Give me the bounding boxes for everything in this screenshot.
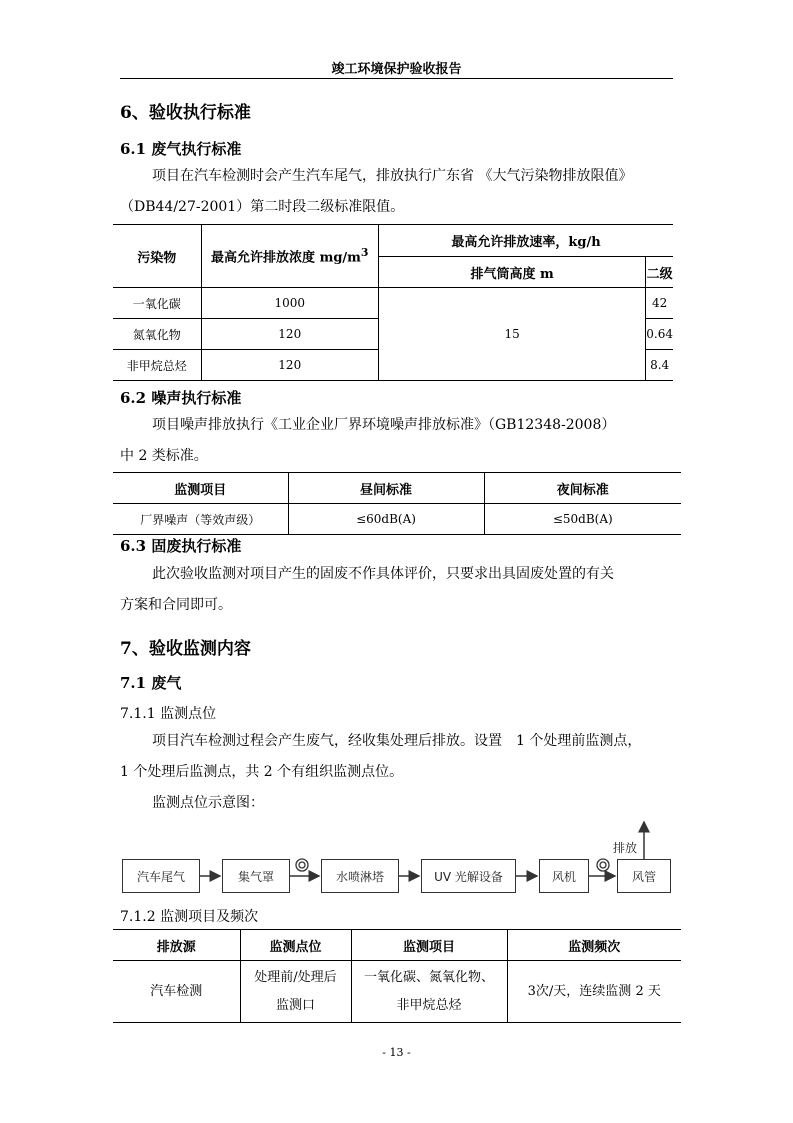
monitoring-point-icon [597,859,609,871]
point-line1: 处理前/处理后 [254,969,337,985]
pollutant-rate: 8.4 [646,350,673,381]
noise-item: 厂界噪声（等效声级） [113,504,288,535]
col-header-frequency: 监测频次 [507,930,681,961]
section-7-1-title: 7.1 废气 [120,674,182,692]
section-6-3-paragraph-line2: 方案和合同即可。 [120,597,232,613]
pollutant-concentration: 120 [201,319,378,350]
section-6-3-paragraph-line1: 此次验收监测对项目产生的固废不作具体评价，只要求出具固废处置的有关 [152,566,614,582]
flow-box-exhaust: 汽车尾气 [122,859,200,893]
exhaust-label: 排放 [613,841,638,855]
section-6-2-title: 6.2 噪声执行标准 [120,389,242,407]
pollutant-name: 一氧化碳 [113,288,201,319]
pollutant-name: 氮氧化物 [113,319,201,350]
point-line2: 监测口 [275,997,315,1013]
source-value: 汽车检测 [113,961,240,1023]
item-line2: 非甲烷总烃 [396,997,462,1013]
flow-box-spray-tower: 水喷淋塔 [321,859,399,893]
noise-night-value: ≤50dB(A) [484,504,681,535]
section-7-1-2-title: 7.1.2 监测项目及频次 [120,909,259,925]
col-header-concentration: 最高允许排放浓度 $mg/m^3$ [201,225,378,288]
section-6-title: 6、验收执行标准 [120,103,251,123]
col-header-point: 监测点位 [240,930,351,961]
col-header-day-standard: 昼间标准 [288,473,484,504]
col-header-night-standard: 夜间标准 [484,473,681,504]
col-header-source: 排放源 [113,930,240,961]
frequency-value: 3次/天，连续监测 2 天 [507,961,681,1023]
col-header-rate: 最高允许排放速率，kg/h [379,225,674,257]
section-7-1-1-paragraph-line2: 1 个处理后监测点，共 2 个有组织监测点位。 [120,764,404,780]
section-6-2-paragraph-line2: 中 2 类标准。 [120,448,208,464]
pollutant-rate: 42 [646,288,673,319]
item-line1: 一氧化碳、氮氧化物、 [363,969,494,985]
col-header-item: 监测项目 [351,930,507,961]
stack-height-value: 15 [379,288,646,381]
section-6-1-paragraph-line2: （DB44/27-2001）第二时段二级标准限值。 [120,199,405,215]
item-value [351,961,507,1023]
pollutant-concentration: 120 [201,350,378,381]
pollutant-rate: 0.64 [646,319,673,350]
col-header-monitor-item: 监测项目 [113,473,288,504]
pollutant-concentration: 1000 [201,288,378,319]
noise-day-value: ≤60dB(A) [288,504,484,535]
section-7-title: 7、验收监测内容 [120,639,251,659]
diagram-caption: 监测点位示意图： [152,795,264,811]
monitoring-point-icon [296,859,308,871]
flow-box-hood: 集气罩 [222,859,290,893]
col-header-stack-height: 排气筒高度 m [379,257,646,288]
section-6-1-title: 6.1 废气执行标准 [120,140,242,158]
report-header: 竣工环境保护验收报告 [331,62,462,77]
flow-box-uv-photolysis: UV 光解设备 [421,859,516,893]
point-value [240,961,351,1023]
col-header-pollutant: 污染物 [113,225,201,288]
section-7-1-1-paragraph-line1: 项目汽车检测过程会产生废气，经收集处理后排放。设置 1 个处理前监测点， [152,733,642,749]
flow-box-fan: 风机 [539,859,589,893]
col-header-level: 二级 [646,257,673,288]
table-row [113,961,681,1023]
section-6-2-paragraph-line1: 项目噪声排放执行《工业企业厂界环境噪声排放标准》（GB12348-2008） [152,417,616,433]
section-6-3-title: 6.3 固废执行标准 [120,537,242,555]
monitoring-items-table [113,929,681,1023]
flow-box-duct: 风管 [617,859,671,893]
section-7-1-1-title: 7.1.1 监测点位 [120,706,217,722]
page-number: - 13 - [382,1046,411,1059]
section-6-1-paragraph-line1: 项目在汽车检测时会产生汽车尾气，排放执行广东省 《大气污染物排放限值》 [152,168,633,184]
pollutant-name: 非甲烷总烃 [113,350,201,381]
